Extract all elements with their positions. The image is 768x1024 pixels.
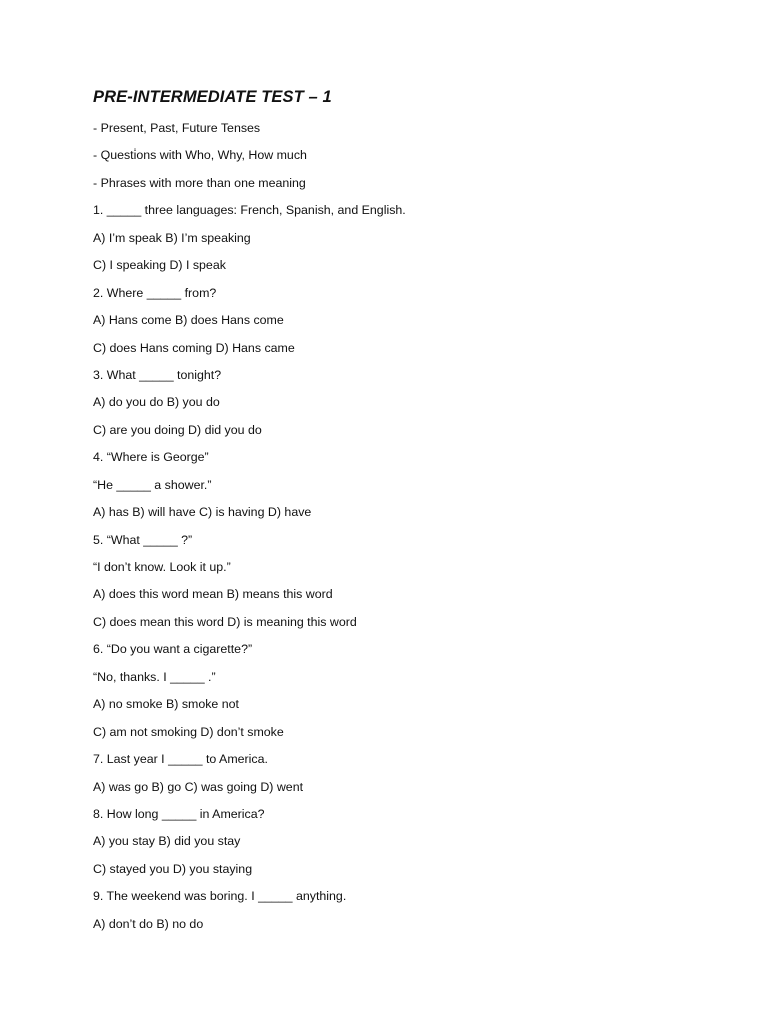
question-line: 8. How long _____ in America? (93, 806, 265, 821)
answer-options-line: C) am not smoking D) don’t smoke (93, 724, 284, 739)
answer-options-line: C) does mean this word D) is meaning this word (93, 614, 357, 629)
question-line: 7. Last year I _____ to America. (93, 752, 268, 767)
question-line: 1. _____ three languages: French, Spanish, and English. (93, 203, 406, 218)
question-line: 2. Where _____ from? (93, 285, 217, 300)
answer-options-line: A) no smoke B) smoke not (93, 697, 239, 712)
subtitle-line: - Present, Past, Future Tenses (93, 121, 261, 135)
subtitle-line: - Phrases with more than one meaning (93, 175, 306, 190)
answer-options-line: A) was go B) go C) was going D) went (93, 779, 304, 794)
question-line: “I don’t know. Look it up.” (93, 560, 231, 574)
answer-options-line: C) I speaking D) I speak (93, 258, 226, 273)
subtitle-line: - Questi̇ons with Who, Why, How much (93, 148, 307, 163)
question-line: “No, thanks. I _____ .” (93, 669, 216, 684)
answer-options-line: A) you stay B) did you stay (93, 834, 241, 849)
answer-options-line: A) Hans come B) does Hans come (93, 313, 284, 328)
question-line: 9. The weekend was boring. I _____ anything. (93, 889, 347, 904)
content-lines (93, 119, 406, 942)
answer-options-line: C) are you doing D) did you do (93, 422, 262, 437)
answer-options-line: C) stayed you D) you staying (93, 861, 253, 876)
answer-options-line: A) don’t do B) no do (93, 916, 204, 931)
page-title: PRE-INTERMEDIATE TEST – 1 (93, 88, 332, 106)
answer-options-line: A) do you do B) you do (93, 395, 220, 410)
question-line: “He _____ a shower.” (93, 477, 212, 492)
answer-options-line: C) does Hans coming D) Hans came (93, 340, 295, 355)
question-line: 6. “Do you want a cigarette?” (93, 642, 253, 657)
answer-options-line: A) I’m speak B) I’m speaking (93, 230, 251, 245)
answer-options-line: A) does this word mean B) means this word (93, 587, 333, 602)
question-line: 4. “Where is George” (93, 450, 209, 465)
question-line: 5. “What _____ ?” (93, 532, 193, 547)
question-line: 3. What _____ tonight? (93, 367, 222, 382)
answer-options-line: A) has B) will have C) is having D) have (93, 505, 312, 520)
